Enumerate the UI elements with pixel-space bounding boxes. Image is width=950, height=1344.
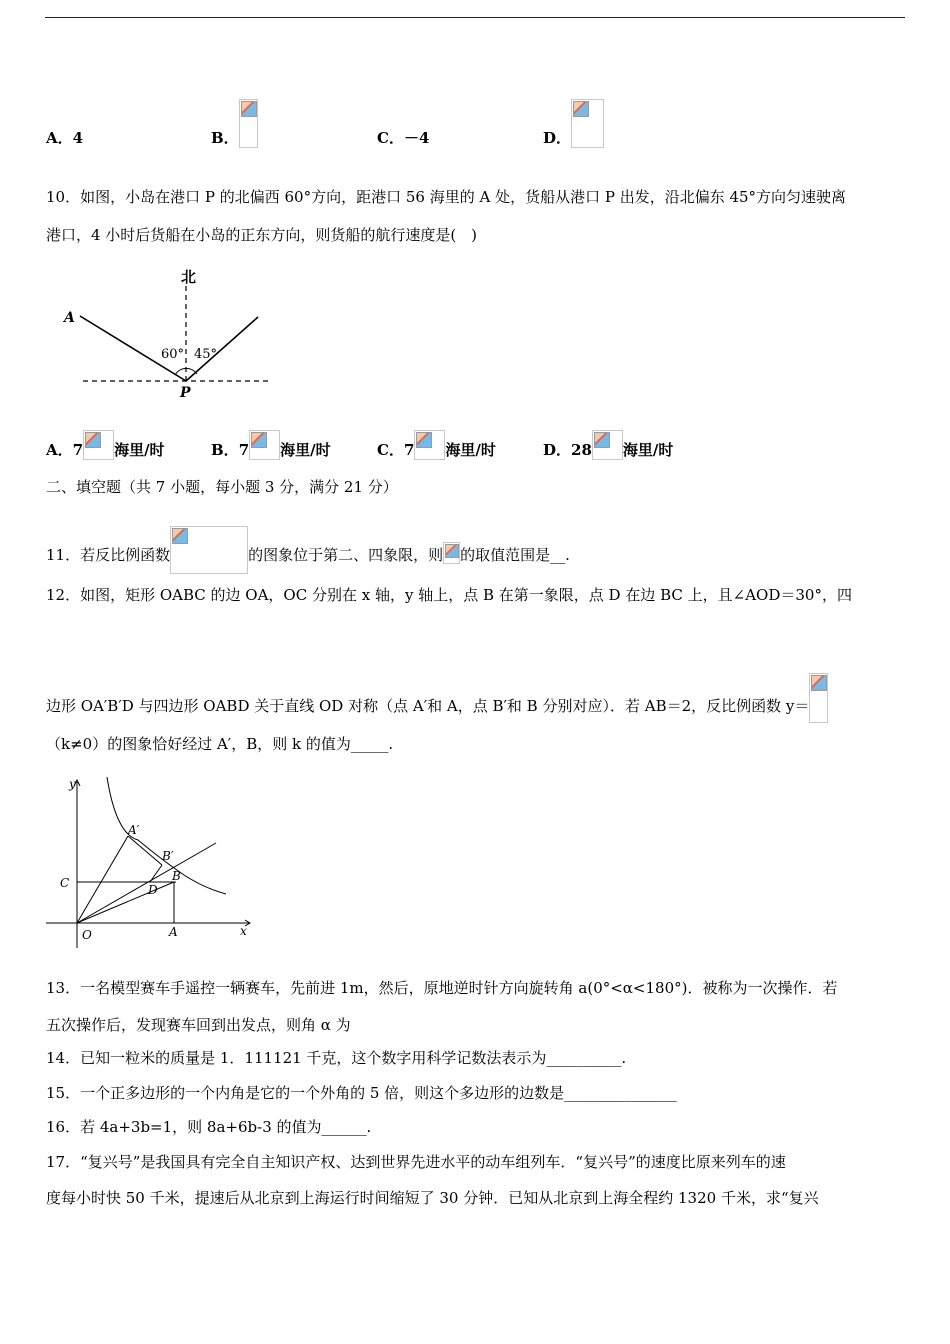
q10-option-c bbox=[377, 430, 496, 460]
point-b-prime-label: B′ bbox=[162, 849, 174, 863]
broken-image-icon bbox=[172, 528, 188, 544]
q9-option-b-image bbox=[239, 99, 258, 148]
q10-option-letter: D． bbox=[543, 441, 572, 459]
point-d-label: D bbox=[148, 883, 158, 897]
q10-option-letter: C． bbox=[377, 441, 404, 459]
q17-line1: 17．“复兴号”是我国具有完全自主知识产权、达到世界先进水平的动车组列车．“复兴号”的速度比原来列车的速 bbox=[46, 1153, 786, 1171]
angle-60-label: 60° bbox=[161, 347, 185, 362]
north-label: 北 bbox=[181, 268, 197, 286]
q9-option-d-letter: D． bbox=[543, 129, 572, 147]
q10-option-unit: 海里/时 bbox=[114, 441, 165, 459]
segment-ob bbox=[77, 882, 174, 923]
q17-line2: 度每小时快 50 千米，提速后从北京到上海运行时间缩短了 30 分钟．已知从北京到上海全程约 1320 千米，求“复兴 bbox=[46, 1189, 819, 1207]
q11 bbox=[46, 526, 570, 574]
point-c-label: C bbox=[60, 876, 70, 890]
q10-option-d bbox=[543, 430, 673, 460]
broken-image-icon bbox=[445, 544, 459, 558]
q10-option-letter: A． bbox=[46, 441, 73, 459]
section-title: 二、填空题（共 7 小题，每小题 3 分，满分 21 分） bbox=[46, 478, 398, 496]
point-a-prime-label: A′ bbox=[128, 823, 140, 837]
point-p-label: P bbox=[180, 385, 191, 400]
y-axis-label: y bbox=[69, 777, 76, 791]
q9-option-c-value: －4 bbox=[403, 129, 430, 147]
q10-option-num: 28 bbox=[571, 441, 592, 459]
q10-option-letter: B． bbox=[211, 441, 239, 459]
q14: 14．已知一粒米的质量是 1．111121 千克，这个数字用科学记数法表示为__________. bbox=[46, 1049, 627, 1067]
q9-option-a-value: 4 bbox=[72, 129, 84, 147]
q9-option-c-letter: C． bbox=[377, 129, 404, 147]
q15: 15．一个正多边形的一个内角是它的一个外角的 5 倍，则这个多边形的边数是_______________ bbox=[46, 1084, 677, 1102]
q9-option-c bbox=[377, 128, 429, 148]
q10-option-d-image bbox=[592, 430, 623, 460]
broken-image-icon bbox=[811, 675, 827, 691]
top-rule bbox=[45, 17, 905, 18]
angle-45-label: 45° bbox=[194, 347, 218, 362]
x-axis-label: x bbox=[240, 924, 247, 938]
q13-line2: 五次操作后，发现赛车回到出发点，则角 α 为 bbox=[46, 1016, 351, 1034]
q10-option-b bbox=[211, 430, 331, 460]
broken-image-icon bbox=[251, 432, 267, 448]
broken-image-icon bbox=[573, 101, 589, 117]
point-b-label: B bbox=[172, 869, 181, 883]
q12-line3: （k≠0）的图象恰好经过 A′，B，则 k 的值为_____. bbox=[46, 735, 394, 753]
q11-part2: 的图象位于第二、四象限，则 bbox=[248, 546, 444, 564]
point-a-label: A bbox=[64, 310, 75, 326]
q12-line2-text: 边形 OA′B′D 与四边形 OABD 关于直线 OD 对称（点 A′和 A，点 B′和 B 分别对应）．若 AB＝2，反比例函数 y＝ bbox=[46, 697, 810, 715]
q10-option-b-image bbox=[249, 430, 280, 460]
q12-line1: 12．如图，矩形 OABC 的边 OA，OC 分别在 x 轴，y 轴上，点 B 在第一象限，点 D 在边 BC 上，且∠AOD＝30°，四 bbox=[46, 586, 852, 604]
point-o-label: O bbox=[82, 928, 92, 942]
q12-function-image bbox=[809, 673, 828, 723]
q10-option-unit: 海里/时 bbox=[622, 441, 674, 459]
q11-function-image bbox=[170, 526, 248, 574]
line-od bbox=[77, 843, 216, 923]
segment-oa-prime bbox=[77, 836, 128, 923]
q10-option-unit: 海里/时 bbox=[280, 441, 331, 459]
segment-b-prime-d bbox=[150, 865, 162, 882]
q9-option-d-image bbox=[571, 99, 604, 148]
q10-option-num: 7 bbox=[72, 441, 84, 459]
q10-option-unit: 海里/时 bbox=[445, 441, 496, 459]
q16: 16．若 4a+3b=1，则 8a+6b-3 的值为______. bbox=[46, 1118, 372, 1136]
point-a-label: A bbox=[169, 925, 178, 939]
q11-variable-image bbox=[443, 542, 460, 564]
broken-image-icon bbox=[416, 432, 432, 448]
hyperbola-curve bbox=[107, 777, 226, 894]
q10-option-num: 7 bbox=[238, 441, 250, 459]
q10-line2: 港口，4 小时后货船在小岛的正东方向，则货船的航行速度是( ) bbox=[46, 226, 478, 244]
broken-image-icon bbox=[85, 432, 101, 448]
q9-option-a bbox=[46, 128, 83, 148]
q10-line1: 10．如图，小岛在港口 P 的北偏西 60°方向，距港口 56 海里的 A 处，货船从港口 P 出发，沿北偏东 45°方向匀速驶离 bbox=[46, 188, 847, 206]
segment-a-prime-b-prime bbox=[128, 836, 162, 865]
q11-part1: 11．若反比例函数 bbox=[46, 546, 171, 564]
broken-image-icon bbox=[594, 432, 610, 448]
q13-line1: 13．一名模型赛车手遥控一辆赛车，先前进 1m，然后，原地逆时针方向旋转角 a(0°<α<180°)．被称为一次操作．若 bbox=[46, 979, 838, 997]
q10-option-c-image bbox=[414, 430, 445, 460]
broken-image-icon bbox=[241, 101, 257, 117]
q10-option-num: 7 bbox=[403, 441, 415, 459]
q10-figure bbox=[58, 264, 278, 400]
q9-option-b-letter: B． bbox=[211, 129, 239, 147]
q12-figure bbox=[44, 772, 256, 952]
q11-part3: 的取值范围是__. bbox=[460, 546, 570, 564]
q9-option-a-letter: A． bbox=[46, 129, 73, 147]
q10-option-a-image bbox=[83, 430, 114, 460]
q10-option-a bbox=[46, 430, 165, 460]
q12-line2 bbox=[46, 673, 828, 723]
